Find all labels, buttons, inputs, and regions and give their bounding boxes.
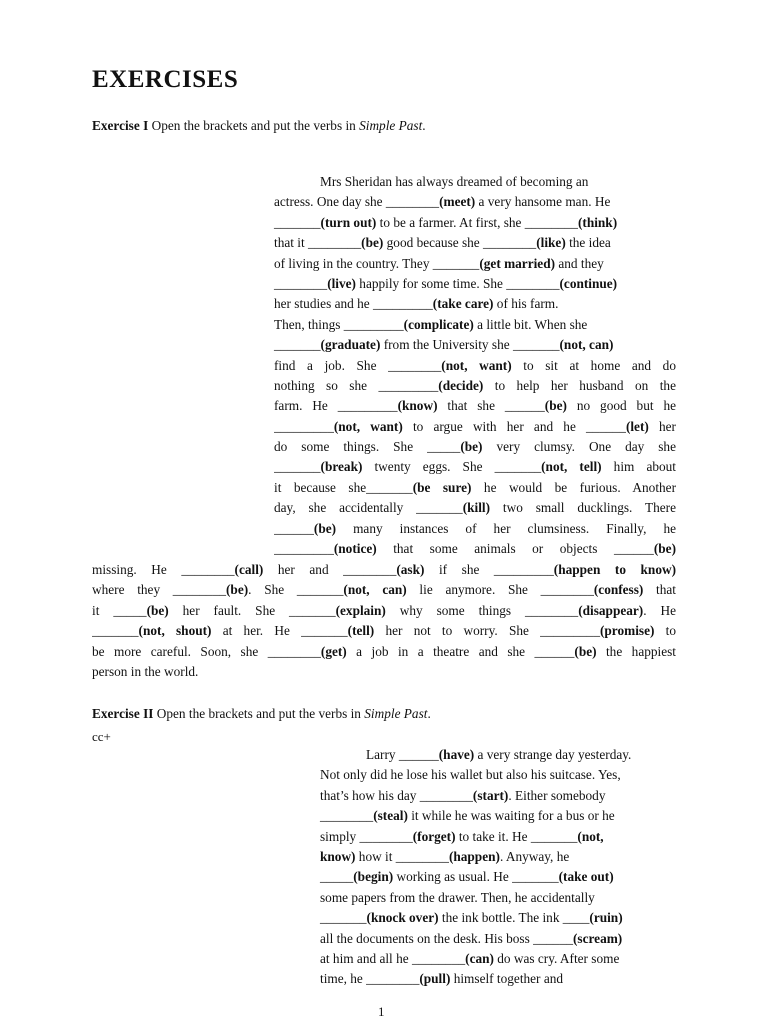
- text-segment: he would be furious. Another: [471, 479, 676, 495]
- text-segment: . He: [643, 602, 676, 618]
- text-segment: happily for some time. She ________: [355, 275, 560, 291]
- text-line: [92, 560, 676, 580]
- text-line: [274, 519, 676, 539]
- exercise-1-number: Exercise I: [92, 118, 149, 133]
- text-segment: Larry ______: [366, 747, 439, 762]
- text-segment: of living in the country. They _______: [274, 255, 480, 271]
- text-segment: _______: [274, 459, 321, 475]
- text-segment: good because she ________: [383, 235, 537, 251]
- exercise-2-tense: Simple Past: [364, 706, 428, 721]
- verb-prompt: (be): [653, 541, 676, 557]
- text-segment: Not only did he lose his wallet but also his suitcase. Yes,: [320, 767, 621, 783]
- text-segment: be more careful. Soon, she ________: [92, 643, 321, 659]
- verb-prompt: (begin): [353, 869, 394, 885]
- text-segment: do was cry. After some: [493, 950, 620, 966]
- text-segment: . She _______: [248, 582, 344, 598]
- text-segment: the ink bottle. The ink ____: [438, 910, 590, 926]
- exercise-1-text-wide: [92, 560, 676, 682]
- exercise-2-instruction: Open the brackets and put the verbs in: [153, 706, 365, 721]
- text-line: [320, 827, 672, 847]
- text-segment: farm. He _________: [274, 398, 398, 414]
- text-segment: from the University she _______: [380, 337, 560, 353]
- verb-prompt: (explain): [335, 602, 386, 618]
- verb-prompt: (continue): [559, 275, 618, 291]
- text-line: [92, 621, 676, 641]
- verb-prompt: (have): [438, 747, 475, 762]
- text-segment: himself together and: [450, 971, 564, 987]
- text-segment: many instances of her clumsiness. Finally, he: [336, 520, 676, 536]
- text-line: [274, 335, 676, 355]
- verb-prompt: (get): [320, 643, 347, 659]
- text-line: [274, 294, 676, 314]
- verb-prompt: (be): [574, 643, 597, 659]
- text-segment: her fault. She _______: [168, 602, 336, 618]
- verb-prompt: (start): [472, 787, 509, 803]
- text-line: [92, 580, 676, 600]
- text-segment: to be a farmer. At first, she ________: [376, 214, 578, 230]
- verb-prompt: know): [320, 848, 356, 864]
- text-line: [274, 192, 676, 212]
- verb-prompt: (happen): [448, 848, 500, 864]
- exercise-2-period: .: [427, 706, 431, 721]
- text-segment: ______: [274, 520, 314, 536]
- text-segment: to help her husband on the: [483, 377, 676, 393]
- text-segment: lie anymore. She ________: [406, 582, 594, 598]
- text-line: [320, 969, 672, 989]
- text-segment: to sit at home and do: [511, 357, 676, 373]
- verb-prompt: (not, can): [343, 582, 407, 598]
- text-line: [274, 498, 676, 518]
- verb-prompt: (not, shout): [138, 623, 212, 639]
- text-line: [274, 213, 676, 233]
- text-line: [320, 765, 672, 785]
- verb-prompt: (forget): [412, 828, 456, 844]
- verb-prompt: (promise): [599, 623, 655, 639]
- verb-prompt: (be): [544, 398, 567, 414]
- text-segment: simply ________: [320, 828, 413, 844]
- verb-prompt: (ask): [396, 562, 425, 577]
- text-line: [320, 847, 672, 867]
- text-segment: _______: [274, 214, 321, 230]
- text-segment: her and ________: [263, 562, 397, 577]
- text-segment: it _____: [92, 602, 147, 618]
- verb-prompt: (take care): [432, 296, 494, 312]
- text-line: [92, 662, 676, 682]
- text-segment: a job in a theatre and she ______: [346, 643, 575, 659]
- verb-prompt: (get married): [479, 255, 556, 271]
- text-segment: _____: [320, 869, 354, 885]
- text-segment: time, he ________: [320, 971, 420, 987]
- text-segment: of his farm.: [493, 296, 559, 312]
- verb-prompt: (graduate): [320, 337, 381, 353]
- text-line: [274, 254, 676, 274]
- text-segment: that it ________: [274, 235, 362, 251]
- exercise-1-period: .: [422, 118, 426, 133]
- verb-prompt: (meet): [439, 194, 476, 210]
- verb-prompt: (be sure): [412, 479, 472, 495]
- verb-prompt: (ruin): [589, 910, 623, 926]
- text-line: [274, 233, 676, 253]
- exercise-2-heading: [92, 705, 431, 723]
- text-segment: _________: [274, 418, 334, 434]
- text-segment: actress. One day she ________: [274, 194, 440, 210]
- text-segment: to take it. He _______: [455, 828, 578, 844]
- text-segment: _______: [92, 623, 139, 639]
- text-segment: . Anyway, he: [499, 848, 570, 864]
- verb-prompt: (be): [226, 582, 249, 598]
- text-line: [274, 376, 676, 396]
- text-segment: it because she_______: [274, 479, 413, 495]
- text-line: [274, 417, 676, 437]
- text-line: [320, 745, 672, 765]
- text-line: [320, 929, 672, 949]
- text-segment: her: [648, 418, 676, 434]
- text-line: [320, 806, 672, 826]
- verb-prompt: (know): [397, 398, 438, 414]
- text-segment: how it ________: [355, 848, 449, 864]
- text-segment: nothing so she _________: [274, 377, 439, 393]
- verb-prompt: (take out): [558, 869, 614, 885]
- text-segment: twenty eggs. She _______: [362, 459, 542, 475]
- text-segment: day, she accidentally _______: [274, 500, 463, 516]
- verb-prompt: (not, can): [559, 337, 614, 353]
- text-segment: the happiest: [596, 643, 676, 659]
- text-line: [92, 601, 676, 621]
- text-line: [274, 356, 676, 376]
- text-segment: no good but he: [566, 398, 676, 414]
- verb-prompt: (disappear): [578, 602, 644, 618]
- text-segment: that: [643, 582, 676, 598]
- text-segment: all the documents on the desk. His boss ______: [320, 930, 573, 946]
- text-segment: Mrs Sheridan has always dreamed of becoming an: [320, 174, 589, 189]
- page-number: 1: [378, 1004, 385, 1019]
- text-segment: very clumsy. One day she: [482, 439, 676, 455]
- verb-prompt: (scream): [573, 930, 623, 946]
- text-line: [274, 172, 676, 192]
- text-line: [274, 457, 676, 477]
- text-line: [320, 949, 672, 969]
- text-segment: at her. He _______: [211, 623, 348, 639]
- text-line: [274, 315, 676, 335]
- verb-prompt: (kill): [462, 500, 491, 516]
- exercise-1-tense: Simple Past: [359, 118, 423, 133]
- text-segment: it while he was waiting for a bus or he: [407, 808, 615, 824]
- text-segment: where they ________: [92, 582, 226, 598]
- exercise-2-note: cc+: [92, 729, 111, 744]
- text-segment: and they: [555, 255, 604, 271]
- verb-prompt: (happen to know): [553, 562, 676, 577]
- text-line: [274, 478, 676, 498]
- text-line: [320, 888, 672, 908]
- verb-prompt: (not, tell): [541, 459, 602, 475]
- verb-prompt: (can): [465, 950, 494, 966]
- verb-prompt: (live): [327, 275, 356, 291]
- text-segment: him about: [601, 459, 676, 475]
- verb-prompt: (turn out): [320, 214, 377, 230]
- exercise-1-heading: [92, 117, 426, 135]
- verb-prompt: (be): [361, 235, 384, 251]
- text-segment: missing. He ________: [92, 562, 235, 577]
- text-segment: a very hansome man. He: [475, 194, 611, 210]
- verb-prompt: (steal): [373, 808, 408, 824]
- verb-prompt: (not, want): [333, 418, 403, 434]
- verb-prompt: (think): [577, 214, 618, 230]
- text-segment: Then, things _________: [274, 316, 404, 332]
- verb-prompt: (like): [536, 235, 566, 251]
- exercise-1-text-narrow: [274, 172, 676, 559]
- verb-prompt: (break): [320, 459, 363, 475]
- text-segment: that she ______: [437, 398, 545, 414]
- verb-prompt: (be): [460, 439, 483, 455]
- text-segment: _______: [320, 910, 367, 926]
- text-segment: _______: [274, 337, 321, 353]
- text-segment: a very strange day yesterday.: [474, 747, 632, 762]
- text-segment: her studies and he _________: [274, 296, 433, 312]
- text-segment: some papers from the drawer. Then, he accidentally: [320, 889, 595, 905]
- verb-prompt: (confess): [593, 582, 644, 598]
- verb-prompt: (knock over): [366, 910, 439, 926]
- verb-prompt: (pull): [419, 971, 451, 987]
- text-segment: if she _________: [424, 562, 554, 577]
- text-line: [320, 786, 672, 806]
- text-segment: that some animals or objects ______: [376, 541, 654, 557]
- text-segment: do some things. She _____: [274, 439, 461, 455]
- text-line: [320, 867, 672, 887]
- verb-prompt: (not, want): [441, 357, 512, 373]
- text-segment: the idea: [565, 235, 611, 251]
- verb-prompt: (call): [234, 562, 264, 577]
- text-segment: at him and all he ________: [320, 950, 466, 966]
- verb-prompt: (decide): [438, 377, 484, 393]
- text-segment: ________: [320, 808, 374, 824]
- text-line: [320, 908, 672, 928]
- verb-prompt: (not,: [577, 828, 604, 844]
- text-line: [274, 437, 676, 457]
- text-segment: ________: [274, 275, 328, 291]
- verb-prompt: (be): [313, 520, 337, 536]
- text-segment: a little bit. When she: [473, 316, 588, 332]
- verb-prompt: (be): [146, 602, 169, 618]
- text-segment: person in the world.: [92, 663, 199, 679]
- text-segment: . Either somebody: [508, 787, 606, 803]
- text-line: [274, 396, 676, 416]
- text-line: [274, 539, 676, 559]
- verb-prompt: (notice): [333, 541, 377, 557]
- exercise-2-text: [320, 745, 672, 990]
- verb-prompt: (complicate): [403, 316, 474, 332]
- verb-prompt: (tell): [347, 623, 375, 639]
- text-segment: to argue with her and he ______: [402, 418, 626, 434]
- text-segment: find a job. She ________: [274, 357, 442, 373]
- text-segment: why some things ________: [385, 602, 579, 618]
- verb-prompt: (let): [625, 418, 649, 434]
- page-title: EXERCISES: [92, 66, 239, 93]
- exercise-1-instruction: Open the brackets and put the verbs in: [148, 118, 360, 133]
- text-segment: working as usual. He _______: [393, 869, 559, 885]
- text-line: [274, 274, 676, 294]
- text-segment: _________: [274, 541, 334, 557]
- text-segment: to: [654, 623, 676, 639]
- text-segment: her not to worry. She _________: [374, 623, 600, 639]
- exercise-2-number: Exercise II: [92, 706, 154, 721]
- text-line: [92, 642, 676, 662]
- text-segment: two small ducklings. There: [490, 500, 676, 516]
- text-segment: that’s how his day ________: [320, 787, 473, 803]
